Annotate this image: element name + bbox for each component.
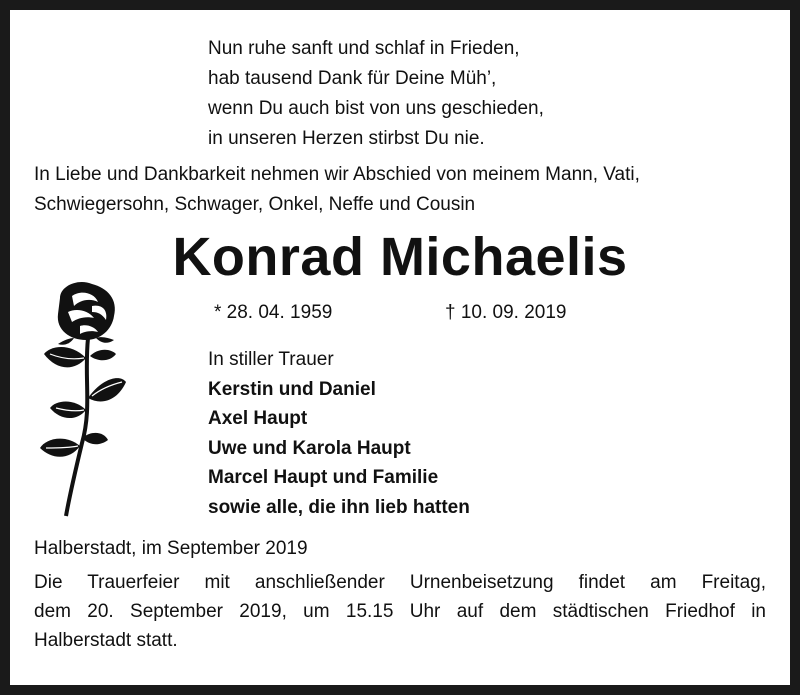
birth-date: * 28. 04. 1959 (214, 302, 333, 323)
service-info-line: Die Trauerfeier mit anschließender Urnenbeisetzung findet am Freitag, (34, 572, 766, 593)
mourner-name: Axel Haupt (208, 408, 308, 429)
intro-line: Schwiegersohn, Schwager, Onkel, Neffe und Cousin (34, 194, 476, 215)
service-info-line: dem 20. September 2019, um 15.15 Uhr auf dem städtischen Friedhof in (34, 601, 766, 622)
mourner-name: sowie alle, die ihn lieb hatten (208, 496, 470, 518)
mourner-name: Kerstin und Daniel (208, 378, 376, 400)
border-right (790, 0, 800, 695)
service-info-line: Halberstadt statt. (34, 630, 178, 651)
place-date: Halberstadt, im September 2019 (34, 538, 308, 559)
mourner-name: Uwe und Karola Haupt (208, 437, 411, 459)
border-bottom (0, 685, 800, 695)
poem-line: in unseren Herzen stirbst Du nie. (208, 128, 485, 149)
intro-text (34, 160, 640, 220)
border-left (0, 0, 10, 695)
poem-line: Nun ruhe sanft und schlaf in Frieden, (208, 38, 520, 59)
mourners-block (208, 345, 470, 522)
poem (208, 34, 544, 154)
service-info (34, 568, 766, 655)
deceased-name: Konrad Michaelis (172, 227, 628, 287)
rose-icon (30, 278, 130, 518)
mourner-name: Marcel Haupt und Familie (208, 467, 439, 488)
intro-line: In Liebe und Dankbarkeit nehmen wir Abschied von meinem Mann, Vati, (34, 164, 640, 185)
poem-line: hab tausend Dank für Deine Müh’, (208, 68, 497, 89)
death-date: † 10. 09. 2019 (445, 302, 567, 323)
border-top (0, 0, 800, 10)
mourning-intro: In stiller Trauer (208, 349, 334, 370)
poem-line: wenn Du auch bist von uns geschieden, (208, 98, 544, 119)
